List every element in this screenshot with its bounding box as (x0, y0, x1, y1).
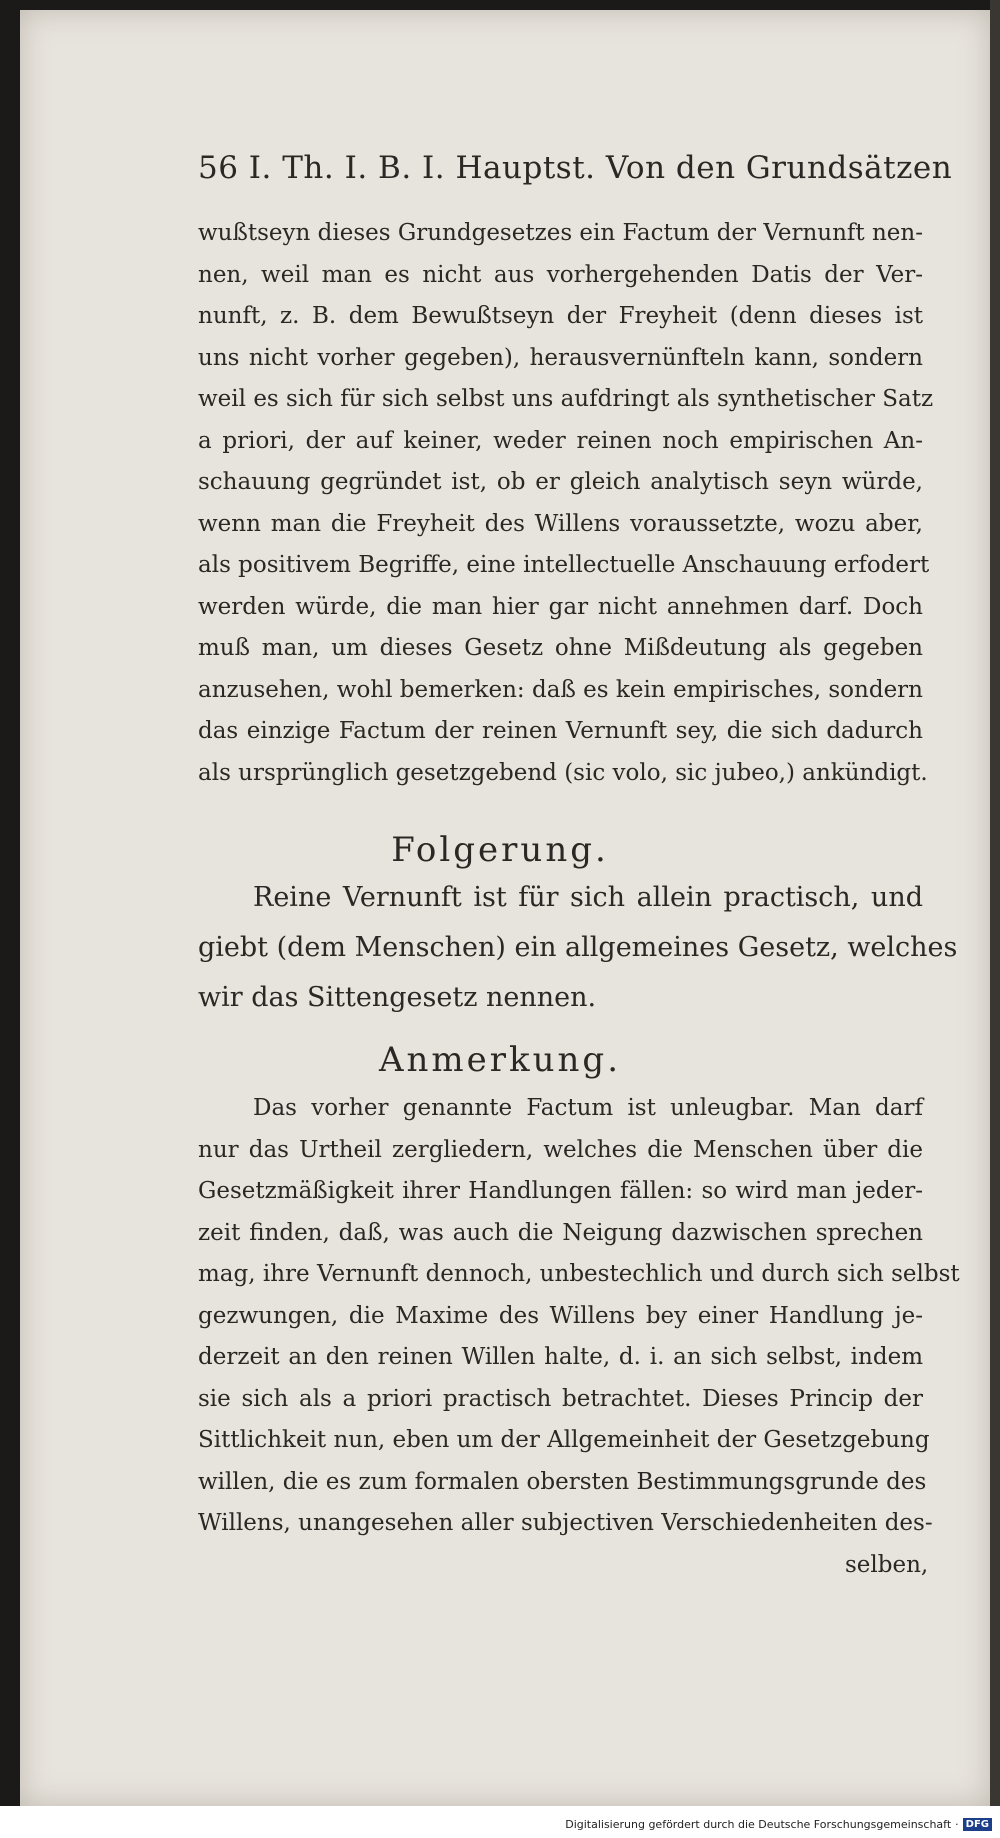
text-line: schauung gegründet ist, ob er gleich analytisch seyn würde, (198, 469, 923, 495)
text-line: gezwungen, die Maxime des Willens bey einer Handlung je- (198, 1302, 923, 1329)
text-line: Sittlichkeit nun, eben um der Allgemeinheit der Gesetzgebung (198, 1427, 930, 1453)
catchword: selben, (845, 1552, 929, 1578)
running-head: 56 I. Th. I. B. I. Hauptst. Von den Grundsätzen (198, 150, 953, 186)
text-line: nur das Urtheil zergliedern, welches die Menschen über die (198, 1136, 923, 1163)
text-line: anzusehen, wohl bemerken: daß es kein empirisches, sondern (198, 676, 923, 703)
book-edge (990, 0, 1000, 1838)
text-line: Gesetzmäßigkeit ihrer Handlungen fällen: so wird man jeder- (198, 1178, 923, 1204)
footer-credit: Digitalisierung gefördert durch die Deutsche Forschungsgemeinschaft · DFG (565, 1818, 992, 1831)
text-line: derzeit an den reinen Willen halte, d. i. an sich selbst, indem (198, 1344, 923, 1370)
text-line: nunft, z. B. dem Bewußtseyn der Freyheit (denn dieses ist (198, 303, 923, 329)
text-line: als ursprünglich gesetzgebend (sic volo, sic jubeo,) ankündigt. (198, 759, 928, 786)
text-line: werden würde, die man hier gar nicht annehmen darf. Doch (198, 593, 923, 620)
dfg-logo: DFG (963, 1818, 992, 1831)
text-line: Reine Vernunft ist für sich allein practisch, und (253, 882, 923, 913)
text-line: giebt (dem Menschen) ein allgemeines Gesetz, welches (198, 932, 958, 963)
heading-anmerkung: Anmerkung. (378, 1040, 622, 1080)
heading-folgerung: Folgerung. (391, 830, 609, 870)
text-line: wußtseyn dieses Grundgesetzes ein Factum der Vernunft nen- (198, 220, 923, 246)
text-line: a priori, der auf keiner, weder reinen noch empirischen An- (198, 427, 923, 454)
text-line: zeit finden, daß, was auch die Neigung dazwischen sprechen (198, 1219, 923, 1246)
text-line: nen, weil man es nicht aus vorhergehenden Datis der Ver- (198, 261, 923, 288)
text-line: uns nicht vorher gegeben), herausvernünfteln kann, sondern (198, 344, 923, 371)
text-line: muß man, um dieses Gesetz ohne Mißdeutung als gegeben (198, 635, 923, 661)
text-line: Willens, unangesehen aller subjectiven Verschiedenheiten des- (198, 1510, 933, 1536)
text-line: das einzige Factum der reinen Vernunft sey, die sich dadurch (198, 718, 923, 744)
text-line: weil es sich für sich selbst uns aufdringt als synthetischer Satz (198, 386, 934, 412)
text-line: als positivem Begriffe, eine intellectuelle Anschauung erfodert (198, 552, 930, 578)
text-line: Das vorher genannte Factum ist unleugbar. Man darf (253, 1095, 923, 1121)
text-line: willen, die es zum formalen obersten Bestimmungsgrunde des (198, 1468, 927, 1495)
footer-credit-text: Digitalisierung gefördert durch die Deutsche Forschungsgemeinschaft (565, 1818, 952, 1831)
text-line: wir das Sittengesetz nennen. (198, 982, 597, 1013)
text-line: sie sich als a priori practisch betrachtet. Dieses Princip der (198, 1385, 923, 1412)
text-line: wenn man die Freyheit des Willens voraussetzte, wozu aber, (198, 510, 923, 537)
text-line: mag, ihre Vernunft dennoch, unbestechlich und durch sich selbst (198, 1261, 960, 1287)
